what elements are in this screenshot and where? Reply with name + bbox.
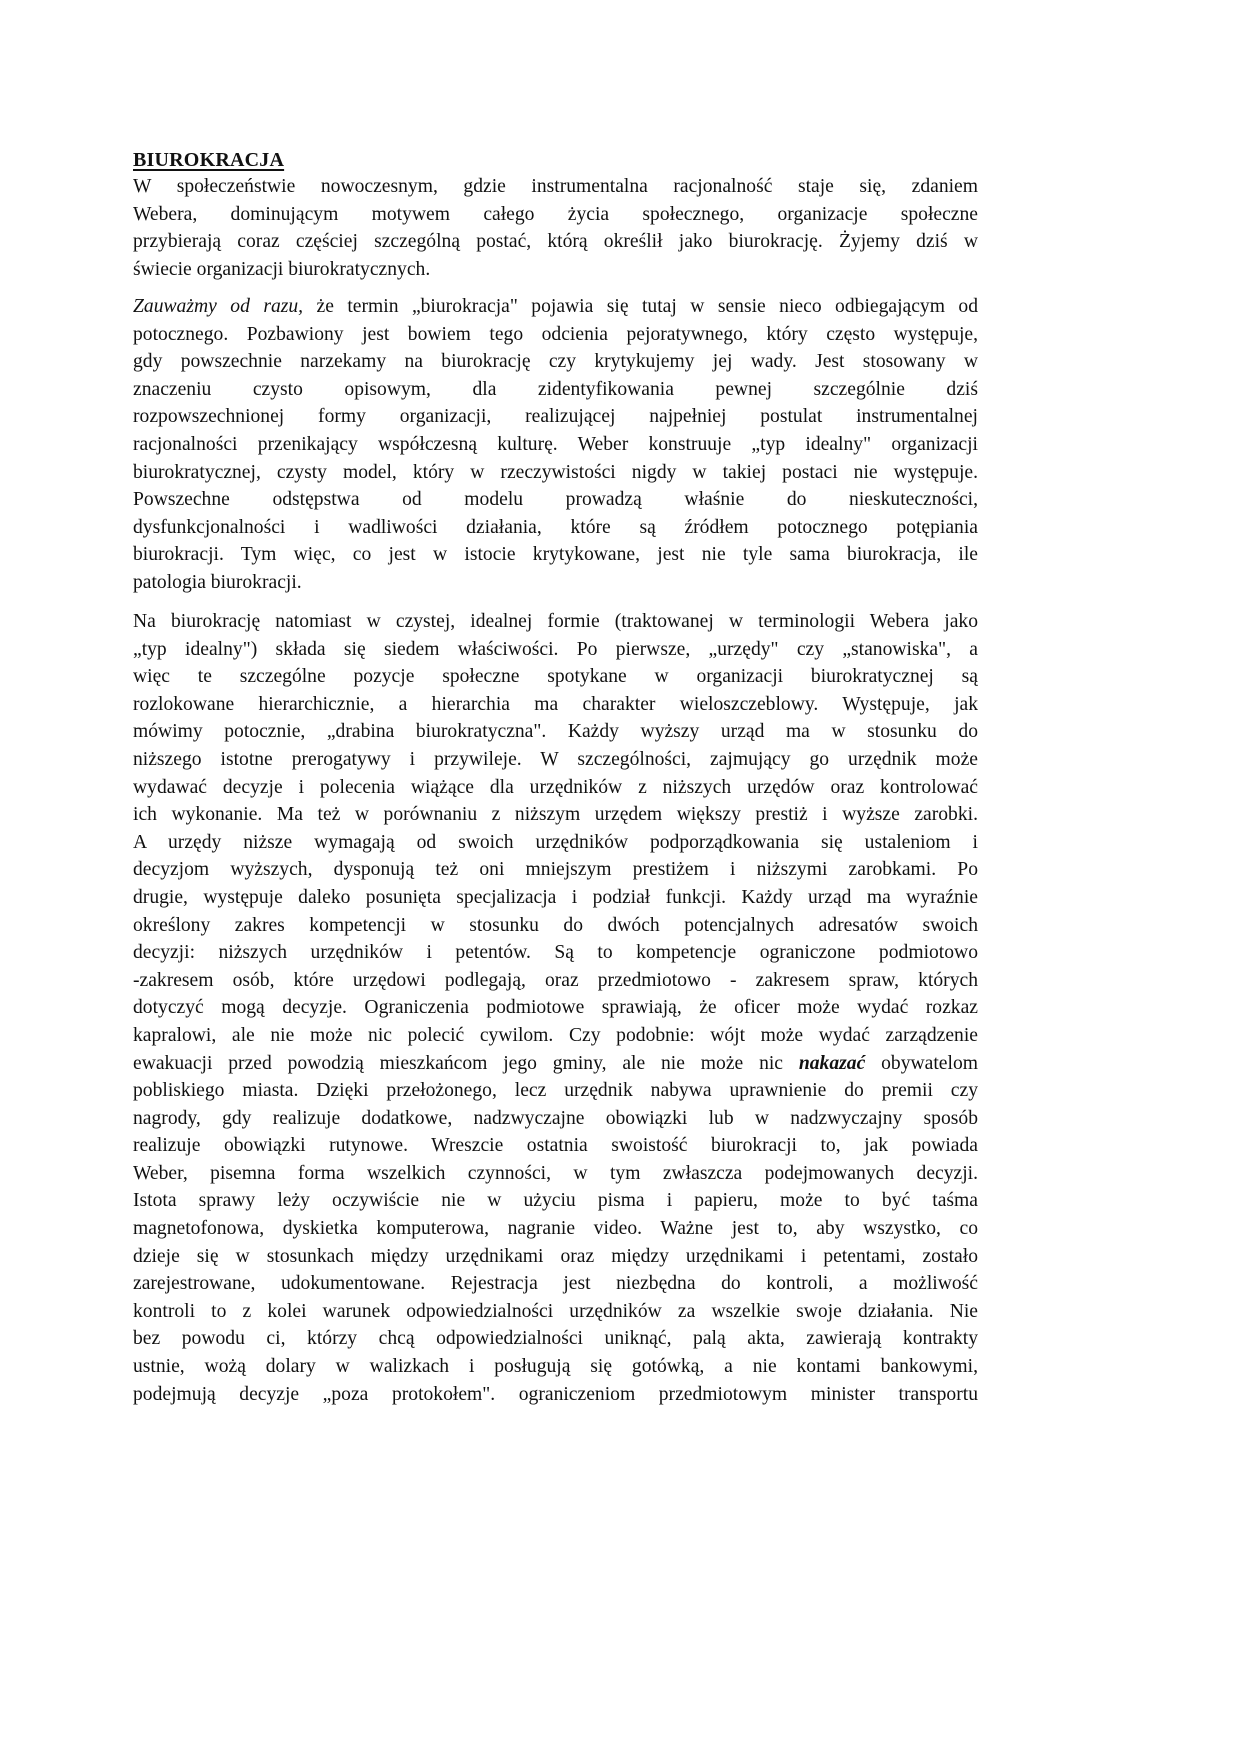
- text-line: decyzjom wyższych, dysponują też oni mniejszym prestiżem i niższymi zarobkami. Po: [133, 859, 978, 881]
- text-line: pobliskiego miasta. Dzięki przełożonego, lecz urzędnik nabywa uprawnienie do premii czy: [133, 1080, 978, 1102]
- text-line: decyzji: niższych urzędników i petentów. Są to kompetencje ograniczone podmiotowo: [133, 942, 978, 964]
- text-fragment: ewakuacji przed powodzią mieszkańcom jego gminy, ale nie może nic: [133, 1052, 799, 1074]
- text-fragment: obywatelom: [865, 1052, 978, 1074]
- text-line: podejmują decyzje „poza protokołem". ograniczeniom przedmiotowym minister transportu: [133, 1383, 978, 1405]
- document-title: BIUROKRACJA: [133, 149, 285, 171]
- text-line: -zakresem osób, które urzędowi podlegają, oraz przedmiotowo - zakresem spraw, których: [133, 969, 978, 991]
- text-line: rozpowszechnionej formy organizacji, realizującej najpełniej postulat instrumentalnej: [133, 406, 978, 428]
- text-line: bez powodu ci, którzy chcą odpowiedzialności uniknąć, palą akta, zawierają kontrakty: [133, 1328, 978, 1350]
- text-line: realizuje obowiązki rutynowe. Wreszcie ostatnia swoistość biurokracji to, jak powiada: [133, 1135, 978, 1157]
- text-line: biurokratycznej, czysty model, który w rzeczywistości nigdy w takiej postaci nie występuje.: [133, 461, 978, 483]
- text-line: dzieje się w stosunkach między urzędnikami oraz między urzędnikami i petentami, zostało: [133, 1245, 978, 1267]
- text-line: ustnie, wożą dolary w walizkach i posługują się gotówką, a nie kontami bankowymi,: [133, 1356, 978, 1378]
- text-line: nagrody, gdy realizuje dodatkowe, nadzwyczajne obowiązki lub w nadzwyczajny sposób: [133, 1107, 978, 1129]
- text-line: Weber, pisemna forma wszelkich czynności, w tym zwłaszcza podejmowanych decyzji.: [133, 1162, 978, 1184]
- paragraph-3: [133, 608, 978, 1408]
- text-line: [133, 1050, 978, 1078]
- text-line: biurokracji. Tym więc, co jest w istocie krytykowane, jest nie tyle sama biurokracja, ile: [133, 544, 978, 566]
- text-line: przybierają coraz częściej szczególną postać, którą określił jako biurokrację. Żyjemy dziś w: [133, 231, 978, 253]
- text-line: A urzędy niższe wymagają od swoich urzędników podporządkowania się ustaleniom i: [133, 831, 978, 853]
- text-line: więc te szczególne pozycje społeczne spotykane w organizacji biurokratycznej są: [133, 666, 978, 688]
- text-line: Na biurokrację natomiast w czystej, idealnej formie (traktowanej w terminologii Webera jako: [133, 611, 978, 632]
- emphasis-text: Zauważmy od razu,: [133, 296, 304, 317]
- text-line: świecie organizacji biurokratycznych.: [133, 258, 431, 280]
- text-line: wydawać decyzje i polecenia wiążące dla urzędników z niższych urzędów oraz kontrolować: [133, 776, 978, 798]
- text-line: „typ idealny") składa się siedem właściwości. Po pierwsze, „urzędy" czy „stanowiska", a: [133, 638, 978, 660]
- text-line: drugie, występuje daleko posunięta specjalizacja i podział funkcji. Każdy urząd ma wyraźnie: [133, 886, 978, 908]
- text-line: rozlokowane hierarchicznie, a hierarchia ma charakter wieloszczeblowy. Występuje, jak: [133, 693, 978, 715]
- paragraph-1: [133, 173, 978, 283]
- text-line: dotyczyć mogą decyzje. Ograniczenia podmiotowe sprawiają, że oficer może wydać rozkaz: [133, 997, 978, 1019]
- text-line: [133, 293, 978, 321]
- text-line: ich wykonanie. Ma też w porównaniu z niższym urzędem większy prestiż i wyższe zarobki.: [133, 804, 978, 826]
- text-line: kapralowi, ale nie może nic polecić cywilom. Czy podobnie: wójt może wydać zarządzenie: [133, 1024, 978, 1046]
- text-line: znaczeniu czysto opisowym, dla zidentyfikowania pewnej szczególnie dziś: [133, 378, 978, 400]
- emphasis-text: nakazać: [798, 1052, 866, 1074]
- text-line: gdy powszechnie narzekamy na biurokrację czy krytykujemy jej wady. Jest stosowany w: [133, 351, 978, 373]
- text-line: mówimy potocznie, „drabina biurokratyczna". Każdy wyższy urząd ma w stosunku do: [133, 721, 978, 743]
- text-line: dysfunkcjonalności i wadliwości działania, które są źródłem potocznego potępiania: [133, 516, 978, 538]
- text-line: Webera, dominującym motywem całego życia społecznego, organizacje społeczne: [133, 203, 978, 225]
- text-fragment: że termin „biurokracja" pojawia się tutaj w sensie nieco odbiegającym od: [303, 296, 978, 317]
- text-line: Istota sprawy leży oczywiście nie w użyciu pisma i papieru, może to być taśma: [133, 1190, 978, 1212]
- text-line: magnetofonowa, dyskietka komputerowa, nagranie video. Ważne jest to, aby wszystko, co: [133, 1218, 978, 1240]
- text-line: W społeczeństwie nowoczesnym, gdzie instrumentalna racjonalność staje się, zdaniem: [133, 176, 978, 197]
- paragraph-2: [133, 293, 978, 597]
- text-line: racjonalności przenikający współczesną kulturę. Weber konstruuje „typ idealny" organizacji: [133, 433, 978, 455]
- text-line: określony zakres kompetencji w stosunku do dwóch potencjalnych adresatów swoich: [133, 914, 978, 936]
- text-line: patologia biurokracji.: [133, 571, 302, 593]
- text-line: Powszechne odstępstwa od modelu prowadzą właśnie do nieskuteczności,: [133, 489, 978, 511]
- text-line: kontroli to z kolei warunek odpowiedzialności urzędników za wszelkie swoje działania. Nie: [133, 1300, 978, 1322]
- text-line: niższego istotne prerogatywy i przywileje. W szczególności, zajmujący go urzędnik może: [133, 748, 978, 770]
- text-line: zarejestrowane, udokumentowane. Rejestracja jest niezbędna do kontroli, a możliwość: [133, 1273, 978, 1295]
- text-line: potocznego. Pozbawiony jest bowiem tego odcienia pejoratywnego, który często występuje,: [133, 323, 978, 345]
